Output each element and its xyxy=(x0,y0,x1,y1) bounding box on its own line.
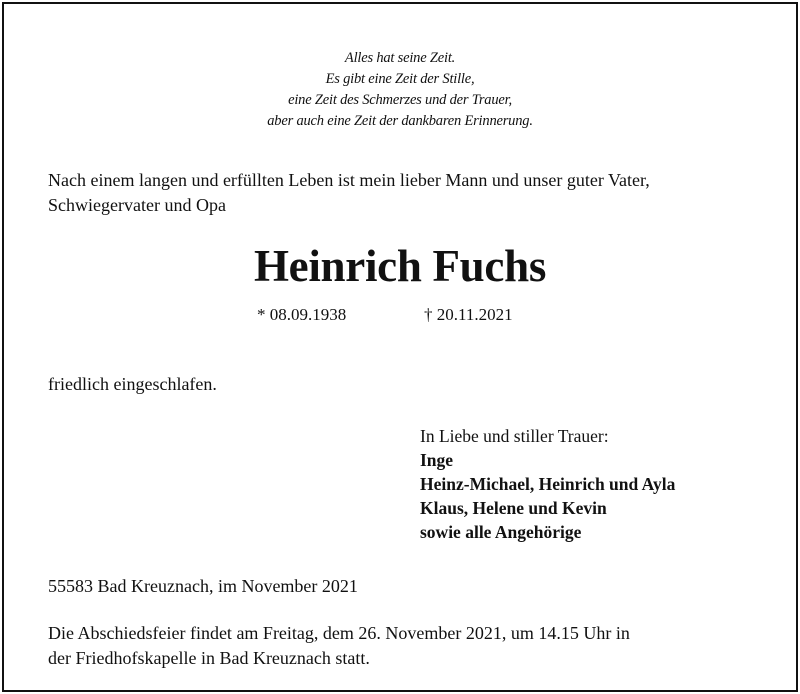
obituary-notice xyxy=(2,2,798,692)
birth-date: * 08.09.1938 xyxy=(257,305,347,324)
deceased-name: Heinrich Fuchs xyxy=(253,241,547,291)
motto-line: eine Zeit des Schmerzes und der Trauer, xyxy=(288,92,512,108)
motto-line: Es gibt eine Zeit der Stille, xyxy=(325,71,475,87)
intro-line: Schwiegervater und Opa xyxy=(48,195,226,215)
mourners-heading: In Liebe und stiller Trauer: xyxy=(420,426,609,446)
motto-line: Alles hat seine Zeit. xyxy=(344,50,456,66)
mourner-name: Inge xyxy=(420,450,454,470)
mourners-block xyxy=(420,424,675,544)
motto-verse xyxy=(4,48,796,132)
ceremony-info xyxy=(48,621,768,671)
place-and-date: 55583 Bad Kreuznach, im November 2021 xyxy=(48,576,358,596)
ceremony-line: Die Abschiedsfeier findet am Freitag, dem 26. November 2021, um 14.15 Uhr in xyxy=(48,623,630,643)
mourner-name: sowie alle Angehörige xyxy=(420,522,582,542)
mourner-name: Heinz-Michael, Heinrich und Ayla xyxy=(420,474,676,494)
passing-statement: friedlich eingeschlafen. xyxy=(48,374,217,394)
motto-line: aber auch eine Zeit der dankbaren Erinnerung. xyxy=(267,113,533,129)
ceremony-line: der Friedhofskapelle in Bad Kreuznach statt. xyxy=(48,648,370,668)
intro-text xyxy=(48,168,768,218)
mourner-name: Klaus, Helene und Kevin xyxy=(420,498,607,518)
intro-line: Nach einem langen und erfüllten Leben ist mein lieber Mann und unser guter Vater, xyxy=(48,170,650,190)
death-date: † 20.11.2021 xyxy=(424,305,513,324)
